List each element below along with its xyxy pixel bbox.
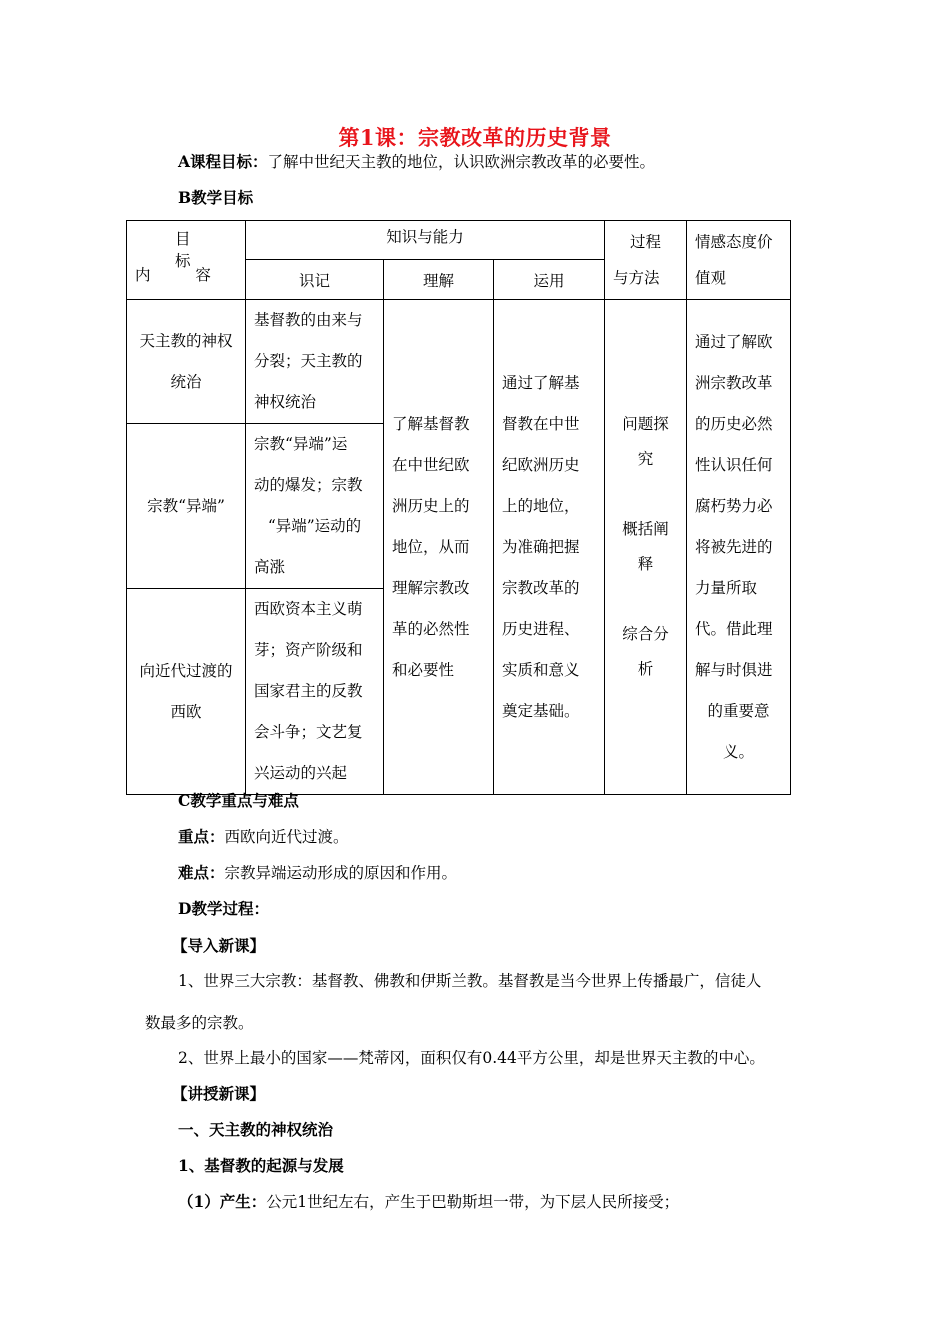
understand-cell: 了解基督教 在中世纪欧 洲历史上的 地位，从而 理解宗教改 革的必然性 和必要性 bbox=[384, 300, 494, 795]
key-point-label: 重点： bbox=[178, 827, 225, 846]
corner-content-label: 内 容 bbox=[135, 266, 231, 284]
course-goal-line bbox=[178, 151, 655, 173]
teaching-process-heading: D教学过程： bbox=[178, 899, 269, 918]
intro-paragraph-2: 2、世界上最小的国家——梵蒂冈，面积仅有0.44平方公里，却是世界天主教的中心。 bbox=[178, 1049, 765, 1067]
section-1-heading: 1、基督教的起源与发展 bbox=[178, 1156, 344, 1175]
row3-recall: 西欧资本主义萌 芽；资产阶级和 国家君主的反教 会斗争；文艺复 兴运动的兴起 bbox=[246, 589, 384, 795]
header-process-line1: 过程 bbox=[629, 233, 661, 251]
header-understand: 理解 bbox=[384, 260, 494, 300]
header-recall: 识记 bbox=[246, 260, 384, 300]
header-knowledge: 知识与能力 bbox=[246, 221, 605, 260]
key-point-text: 西欧向近代过渡。 bbox=[224, 828, 349, 846]
corner-goal-label: 目 标 bbox=[175, 230, 211, 270]
key-point-line bbox=[178, 826, 349, 848]
teaching-goal-heading: B教学目标 bbox=[178, 188, 254, 207]
row3-topic: 向近代过渡的 西欧 bbox=[127, 589, 246, 795]
intro-heading: 【导入新课】 bbox=[172, 936, 266, 955]
header-emotion-line2: 值观 bbox=[695, 269, 727, 287]
emotion-cell: 通过了解欧 洲宗教改革 的历史必然 性认识任何 腐朽势力必 将被先进的 力量所取 代。借此理 解与时俱进 的重要意 义。 bbox=[687, 300, 791, 795]
intro-paragraph-1a: 1、世界三大宗教：基督教、佛教和伊斯兰教。基督教是当今世界上传播最广，信徒人 bbox=[178, 972, 762, 990]
process-cell: 问题探 究 概括阐 释 综合分 析 bbox=[605, 300, 687, 795]
row2-recall: 宗教“异端”运 动的爆发；宗教 “异端”运动的 高涨 bbox=[246, 424, 384, 589]
lecture-heading: 【讲授新课】 bbox=[172, 1084, 266, 1103]
row1-recall: 基督教的由来与 分裂；天主教的 神权统治 bbox=[246, 300, 384, 424]
difficulty-text: 宗教异端运动形成的原因和作用。 bbox=[224, 864, 458, 882]
difficulty-line bbox=[178, 862, 457, 884]
row1-topic: 天主教的神权 统治 bbox=[127, 300, 246, 424]
origin-line bbox=[178, 1191, 679, 1213]
row2-topic: 宗教“异端” bbox=[127, 424, 246, 589]
origin-label: （1）产生： bbox=[178, 1192, 267, 1211]
focus-difficulty-heading: C教学重点与难点 bbox=[178, 791, 299, 810]
origin-text: 公元1世纪左右，产生于巴勒斯坦一带，为下层人民所接受； bbox=[266, 1193, 680, 1211]
course-goal-text: 了解中世纪天主教的地位，认识欧洲宗教改革的必要性。 bbox=[267, 153, 656, 171]
header-emotion bbox=[687, 221, 791, 300]
difficulty-label: 难点： bbox=[178, 863, 225, 882]
apply-cell: 通过了解基 督教在中世 纪欧洲历史 上的地位， 为准确把握 宗教改革的 历史进程、 实质和意义 奠定基础。 bbox=[494, 300, 605, 795]
header-process-line2: 与方法 bbox=[613, 269, 660, 287]
header-process bbox=[605, 221, 687, 300]
part-one-heading: 一、天主教的神权统治 bbox=[178, 1120, 334, 1139]
course-goal-label: A课程目标： bbox=[178, 152, 268, 171]
header-emotion-line1: 情感态度价 bbox=[695, 233, 773, 251]
header-apply: 运用 bbox=[494, 260, 605, 300]
objectives-table bbox=[126, 220, 791, 795]
lesson-title: 第1课：宗教改革的历史背景 bbox=[338, 125, 612, 150]
intro-paragraph-1b: 数最多的宗教。 bbox=[145, 1014, 254, 1032]
table-corner-cell bbox=[127, 221, 246, 300]
